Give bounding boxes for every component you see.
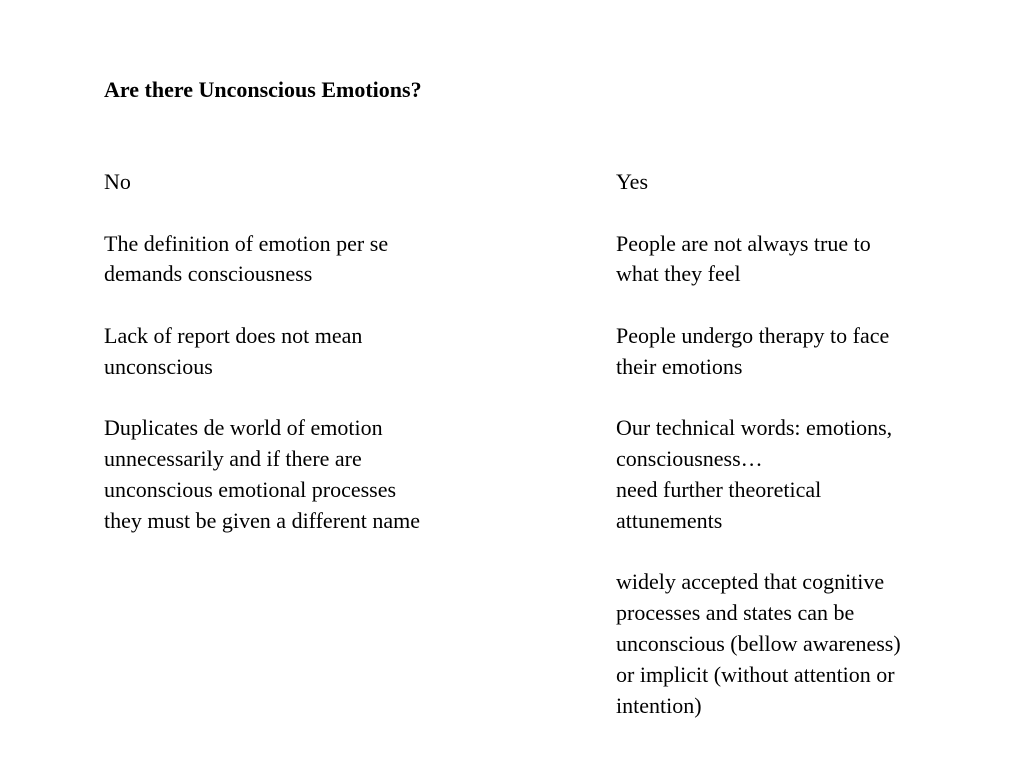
no-point-lack-of-report: Lack of report does not mean unconscious <box>104 322 363 379</box>
yes-point-therapy: People undergo therapy to face their emotions <box>616 322 890 379</box>
no-heading: No <box>104 169 131 194</box>
no-point-definition: The definition of emotion per se demands consciousness <box>104 230 389 287</box>
no-point-duplicates: Duplicates de world of emotion unnecessarily and if there are unconscious emotional processes they must be given a different name <box>104 415 421 533</box>
yes-column <box>616 167 1016 721</box>
slide-title: Are there Unconscious Emotions? <box>104 77 422 102</box>
yes-point-not-true: People are not always true to what they feel <box>616 230 871 287</box>
yes-point-technical-words: Our technical words: emotions, consciousness… need further theoretical attunements <box>616 415 893 533</box>
yes-point-cognitive: widely accepted that cognitive processes and states can be unconscious (bellow awareness) or implicit (without attention or intention) <box>616 569 901 718</box>
no-column <box>104 167 504 537</box>
yes-heading: Yes <box>616 169 649 194</box>
